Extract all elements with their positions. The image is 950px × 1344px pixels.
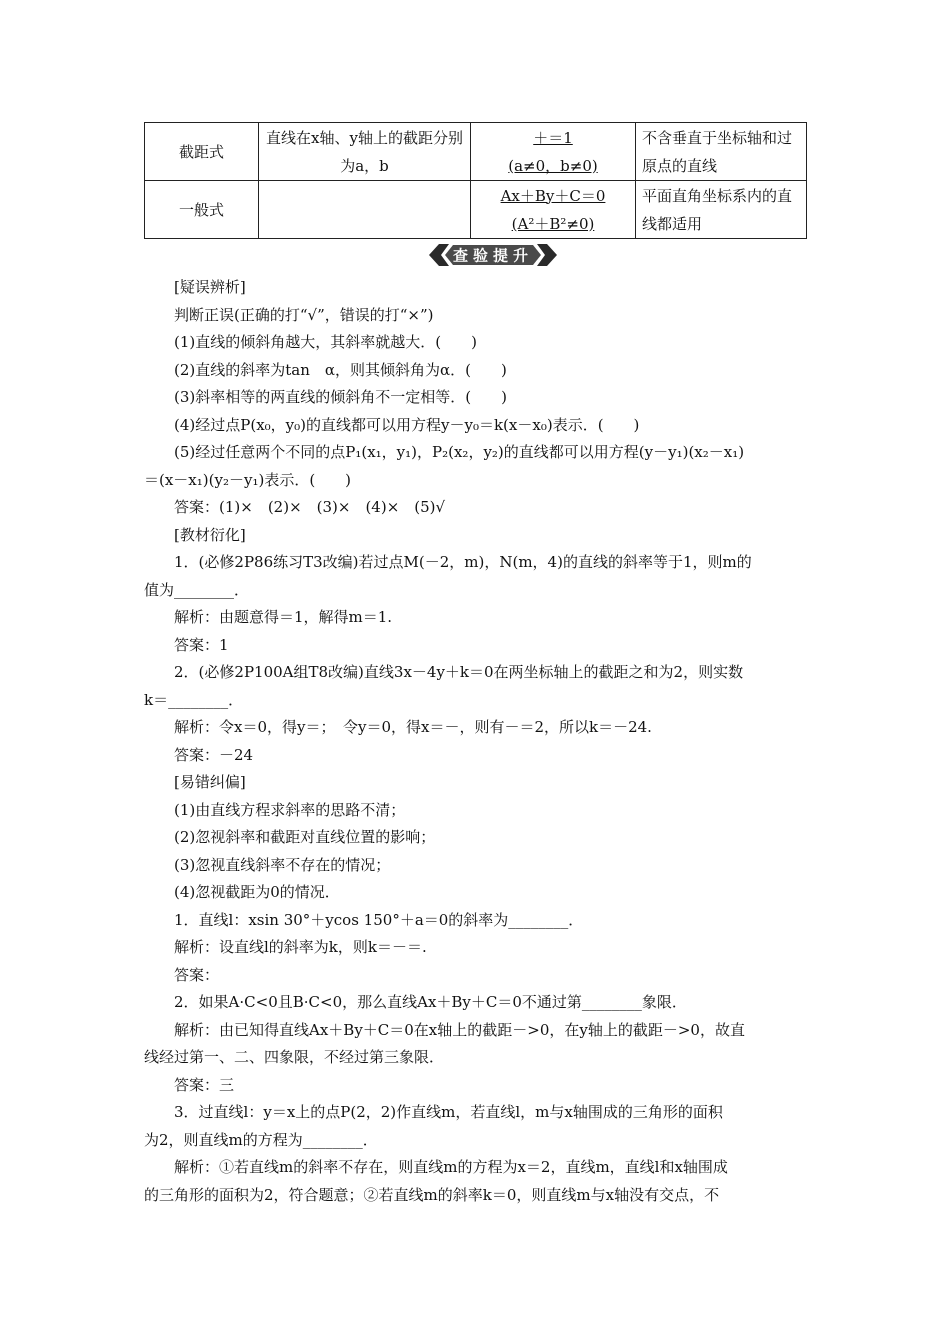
answer: 答案：三 [174, 1075, 235, 1094]
formula-line: Ax＋By＋C＝0 [500, 186, 606, 205]
formula-condition: (A²＋B²≠0) [511, 214, 595, 233]
solution: 解析：设直线l的斜率为k，则k＝－＝. [174, 938, 427, 956]
problem-text: 1．(必修2P86练习T3改编)若过点M(－2，m)，N(m，4)的直线的斜率等于1，则m的 [174, 553, 752, 571]
question-item: (2)直线的斜率为tan α，则其倾斜角为α．( ) [174, 360, 507, 379]
formula-cell [471, 181, 636, 239]
section-title: [教材衍化] [174, 525, 246, 544]
problem-text-cont: k＝________． [144, 690, 244, 709]
error-item: (4)忽视截距为0的情况． [174, 883, 340, 901]
line-equation-table [144, 122, 807, 239]
solution: 解析：由已知得直线Ax＋By＋C＝0在x轴上的截距－>0，在y轴上的截距－>0，故直 [174, 1020, 745, 1039]
error-item: (1)由直线方程求斜率的思路不清； [174, 800, 406, 819]
answer: 答案：－24 [174, 745, 254, 764]
question-item-cont: ＝(x－x₁)(y₂－y₁)表示．( ) [144, 470, 352, 489]
solution: 解析：由题意得＝1，解得m＝1. [174, 608, 393, 626]
condition-cell: 直线在x轴、y轴上的截距分别为a，b [259, 123, 471, 181]
formula-line: ＋＝1 [533, 128, 573, 147]
problem-text: 3．过直线l：y＝x上的点P(2，2)作直线m，若直线l，m与x轴围成的三角形的面积 [174, 1103, 723, 1121]
problem-text-cont: 值为________． [144, 580, 250, 599]
banner-title: 查验提升 [452, 246, 534, 265]
solution-cont: 线经过第一、二、四象限，不经过第三象限． [144, 1048, 445, 1066]
solution-cont: 的三角形的面积为2，符合题意；②若直线m的斜率k＝0，则直线m与x轴没有交点，不 [144, 1185, 720, 1204]
form-name-cell: 一般式 [145, 181, 259, 239]
solution: 解析：①若直线m的斜率不存在，则直线m的方程为x＝2，直线m，直线l和x轴围成 [174, 1158, 728, 1176]
table-row [145, 181, 807, 239]
answer: 答案： [174, 965, 220, 984]
formula-cell [471, 123, 636, 181]
question-item: (3)斜率相等的两直线的倾斜角不一定相等．( ) [174, 388, 507, 406]
problem-text: 1．直线l：xsin 30°＋ycos 150°＋a＝0的斜率为________． [174, 910, 584, 929]
answer: 答案：1 [174, 635, 229, 654]
instruction: 判断正误(正确的打“√”，错误的打“×”) [174, 305, 434, 324]
form-name-cell: 截距式 [145, 123, 259, 181]
problem-text: 2．如果A·C<0且B·C<0，那么直线Ax＋By＋C＝0不通过第________象限． [174, 993, 687, 1011]
problem-text-cont: 为2，则直线m的方程为________． [144, 1130, 378, 1149]
condition-cell [259, 181, 471, 239]
exercise-content [144, 274, 808, 1209]
section-title: [易错纠偏] [174, 773, 246, 791]
solution: 解析：令x＝0，得y＝； 令y＝0，得x＝－，则有－＝2，所以k＝－24. [174, 718, 652, 736]
section-banner [427, 242, 559, 268]
question-item: (5)经过任意两个不同的点P₁(x₁，y₁)，P₂(x₂，y₂)的直线都可以用方程(y－y₁)(x₂－x₁) [174, 443, 745, 461]
scope-cell: 平面直角坐标系内的直线都适用 [636, 181, 807, 239]
scope-cell: 不含垂直于坐标轴和过原点的直线 [636, 123, 807, 181]
error-item: (2)忽视斜率和截距对直线位置的影响； [174, 828, 436, 846]
section-title: [疑误辨析] [174, 278, 246, 296]
answer: 答案：(1)× (2)× (3)× (4)× (5)√ [174, 498, 446, 516]
question-item: (4)经过点P(x₀，y₀)的直线都可以用方程y－y₀＝k(x－x₀)表示．( ) [174, 415, 640, 434]
formula-condition: (a≠0，b≠0) [508, 156, 598, 175]
table-row [145, 123, 807, 181]
error-item: (3)忽视直线斜率不存在的情况； [174, 855, 391, 874]
question-item: (1)直线的倾斜角越大，其斜率就越大．( ) [174, 333, 477, 351]
problem-text: 2．(必修2P100A组T8改编)直线3x－4y＋k＝0在两坐标轴上的截距之和为2，则实数 [174, 663, 744, 681]
